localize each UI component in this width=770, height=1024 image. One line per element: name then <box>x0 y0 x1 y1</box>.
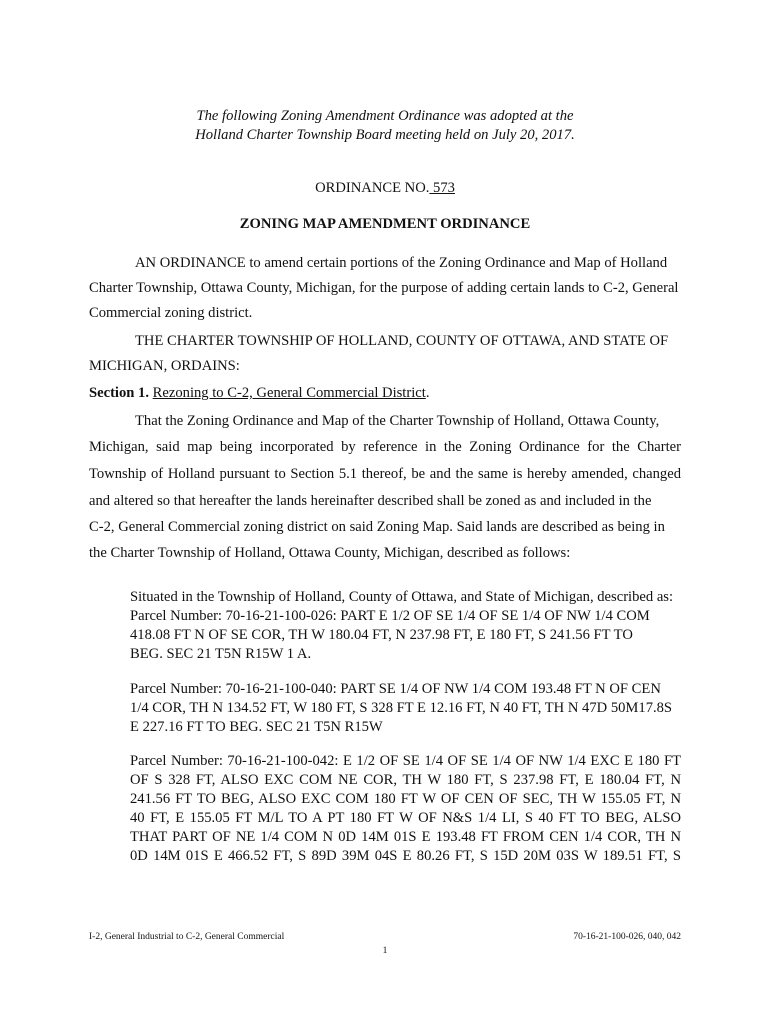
preamble-line-2: Charter Township, Ottawa County, Michigan, for the purpose of adding certain lands to C-2, General <box>89 280 679 296</box>
section-1-label: Section 1. <box>89 385 149 401</box>
preamble-line-1: AN ORDINANCE to amend certain portions of the Zoning Ordinance and Map of Holland <box>135 255 668 271</box>
parcel-3-line-1: Parcel Number: 70-16-21-100-042: E 1/2 OF SE 1/4 OF SE 1/4 OF NW 1/4 EXC E 180 FT <box>130 753 681 769</box>
ordains-line-2: MICHIGAN, ORDAINS: <box>89 358 240 374</box>
parcel-2-line-3: E 227.16 FT TO BEG. SEC 21 T5N R15W <box>130 719 383 735</box>
parcel-3-line-5: THAT PART OF NE 1/4 COM N 0D 14M 01S E 193.48 FT FROM CEN 1/4 COR, TH N <box>130 829 681 845</box>
section-1-title: Rezoning to C-2, General Commercial District <box>152 385 426 401</box>
ordinance-number-heading <box>0 180 770 197</box>
parcel-1-line-2: Parcel Number: 70-16-21-100-026: PART E 1/2 OF SE 1/4 OF SE 1/4 OF NW 1/4 COM <box>130 608 650 624</box>
parcel-1-line-1: Situated in the Township of Holland, County of Ottawa, and State of Michigan, described as: <box>130 589 674 605</box>
intro-line-1: The following Zoning Amendment Ordinance was adopted at the <box>196 108 574 124</box>
section-1-line-1: That the Zoning Ordinance and Map of the Charter Township of Holland, Ottawa County, <box>135 413 660 429</box>
section-1-line-2: Michigan, said map being incorporated by reference in the Zoning Ordinance for the Charter <box>89 439 681 455</box>
ordains-line-1: THE CHARTER TOWNSHIP OF HOLLAND, COUNTY OF OTTAWA, AND STATE OF <box>135 333 669 349</box>
footer-left: I-2, General Industrial to C-2, General Commercial <box>89 932 285 942</box>
parcel-1-line-4: BEG. SEC 21 T5N R15W 1 A. <box>130 646 312 662</box>
parcel-3-line-4: 40 FT, E 155.05 FT M/L TO A PT 180 FT W OF N&S 1/4 LI, S 40 FT TO BEG, ALSO <box>130 810 681 826</box>
parcel-1-line-3: 418.08 FT N OF SE COR, TH W 180.04 FT, N 237.98 FT, E 180 FT, S 241.56 FT TO <box>130 627 633 643</box>
intro-line-2: Holland Charter Township Board meeting held on July 20, 2017. <box>195 127 575 143</box>
ordinance-label: ORDINANCE NO. <box>315 180 430 196</box>
section-1-heading: Section 1. Rezoning to C-2, General Commercial District. <box>89 385 430 401</box>
parcel-2-line-1: Parcel Number: 70-16-21-100-040: PART SE 1/4 OF NW 1/4 COM 193.48 FT N OF CEN <box>130 681 661 697</box>
section-1-line-4: and altered so that hereafter the lands hereinafter described shall be zoned as and included in the <box>89 493 652 509</box>
page-number: 1 <box>382 946 388 956</box>
parcel-2-line-2: 1/4 COR, TH N 134.52 FT, W 180 FT, S 328 FT E 12.16 FT, N 40 FT, TH N 47D 50M17.8S <box>130 700 673 716</box>
section-1-line-6: the Charter Township of Holland, Ottawa County, Michigan, described as follows: <box>89 545 571 561</box>
parcel-3-line-2: OF S 328 FT, ALSO EXC COM NE COR, TH W 180 FT, S 237.98 FT, E 180.04 FT, N <box>130 772 681 788</box>
footer-right: 70-16-21-100-026, 040, 042 <box>573 932 681 942</box>
ordinance-title: ZONING MAP AMENDMENT ORDINANCE <box>239 216 531 232</box>
ordinance-number: 573 <box>433 180 455 196</box>
section-1-line-5: C-2, General Commercial zoning district on said Zoning Map. Said lands are described as being in <box>89 519 665 535</box>
preamble-line-3: Commercial zoning district. <box>89 305 253 321</box>
parcel-3-line-3: 241.56 FT TO BEG, ALSO EXC COM 180 FT W OF CEN OF SEC, TH W 155.05 FT, N <box>130 791 681 807</box>
parcel-3-line-6: 0D 14M 01S E 466.52 FT, S 89D 39M 04S E 80.26 FT, S 15D 20M 03S W 189.51 FT, S <box>130 848 681 864</box>
section-1-line-3: Township of Holland pursuant to Section 5.1 thereof, be and the same is hereby amended, changed <box>89 466 681 482</box>
